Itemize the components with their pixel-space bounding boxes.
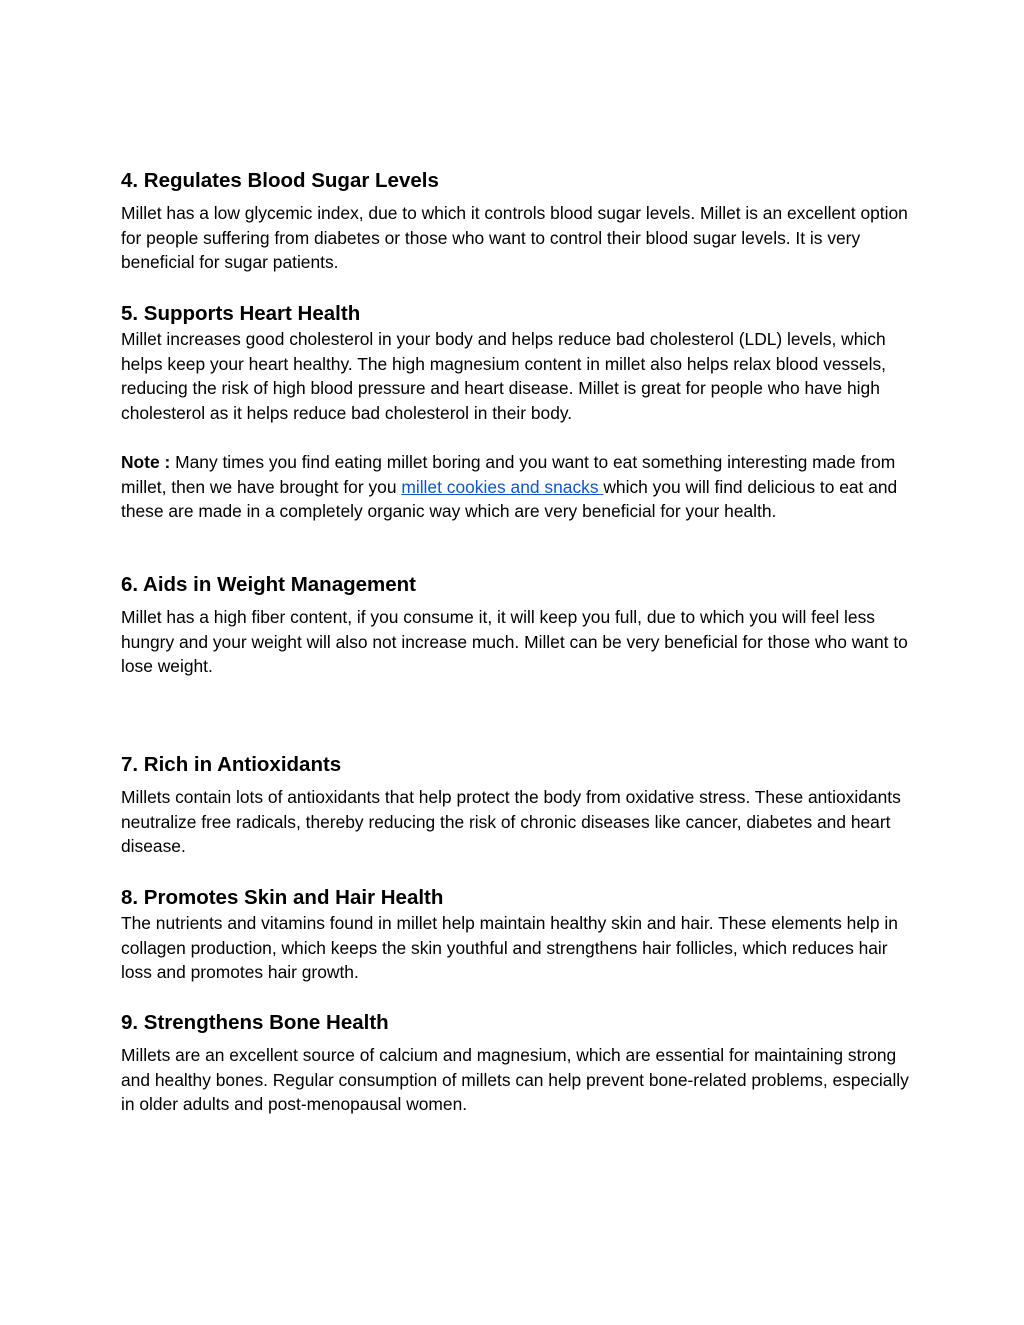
section-heading: 9. Strengthens Bone Health — [121, 1011, 389, 1034]
note-paragraph — [121, 450, 911, 524]
section-body: Millet has a low glycemic index, due to which it controls blood sugar levels. Millet is an excellent option for people suffering from diabetes or those who want to control their blood sugar levels. It is very beneficial for sugar patients. — [121, 203, 908, 272]
section-body: Millet has a high fiber content, if you consume it, it will keep you full, due to which you will feel less hungry and your weight will also not increase much. Millet can be very beneficial for those who want to lose weight. — [121, 607, 908, 676]
section-body: Millets are an excellent source of calcium and magnesium, which are essential for maintaining strong and healthy bones. Regular consumption of millets can help prevent bone-related problems, especially in older adults and post-menopausal women. — [121, 1045, 909, 1114]
section-heading: 7. Rich in Antioxidants — [121, 753, 342, 776]
section-heading: 5. Supports Heart Health — [121, 302, 361, 325]
millet-cookies-link[interactable]: millet cookies and snacks — [401, 476, 604, 497]
section-body: Millets contain lots of antioxidants that help protect the body from oxidative stress. These antioxidants neutralize free radicals, thereby reducing the risk of chronic diseases like cancer, diabetes and heart disease. — [121, 787, 901, 856]
section-body: The nutrients and vitamins found in millet help maintain healthy skin and hair. These elements help in collagen production, which keeps the skin youthful and strengthens hair follicles, which reduces hair loss and promotes hair growth. — [121, 913, 898, 982]
note-label: Note : — [121, 452, 171, 472]
section-heading: 4. Regulates Blood Sugar Levels — [121, 169, 439, 192]
note-text-after: which you will find delicious to eat and these are made in a completely organic way which are very beneficial for your health. — [121, 476, 898, 521]
note-text-before: Many times you find eating millet boring and you want to eat something interesting made from millet, then we have brought for you — [121, 452, 896, 497]
section-bone-health — [121, 1010, 911, 1117]
section-skin-hair — [121, 885, 911, 985]
section-heart-health — [121, 301, 911, 425]
section-heading: 8. Promotes Skin and Hair Health — [121, 886, 444, 909]
section-weight-management — [121, 572, 911, 679]
note-text — [121, 450, 911, 524]
section-heading: 6. Aids in Weight Management — [121, 573, 417, 596]
section-body: Millet increases good cholesterol in your body and helps reduce bad cholesterol (LDL) levels, which helps keep your heart healthy. The high magnesium content in millet also helps relax blood vessels, reducing the risk of high blood pressure and heart disease. Millet is great for people who have high cholesterol as it helps reduce bad cholesterol in their body. — [121, 329, 886, 423]
section-antioxidants — [121, 752, 911, 859]
section-blood-sugar — [121, 168, 911, 275]
